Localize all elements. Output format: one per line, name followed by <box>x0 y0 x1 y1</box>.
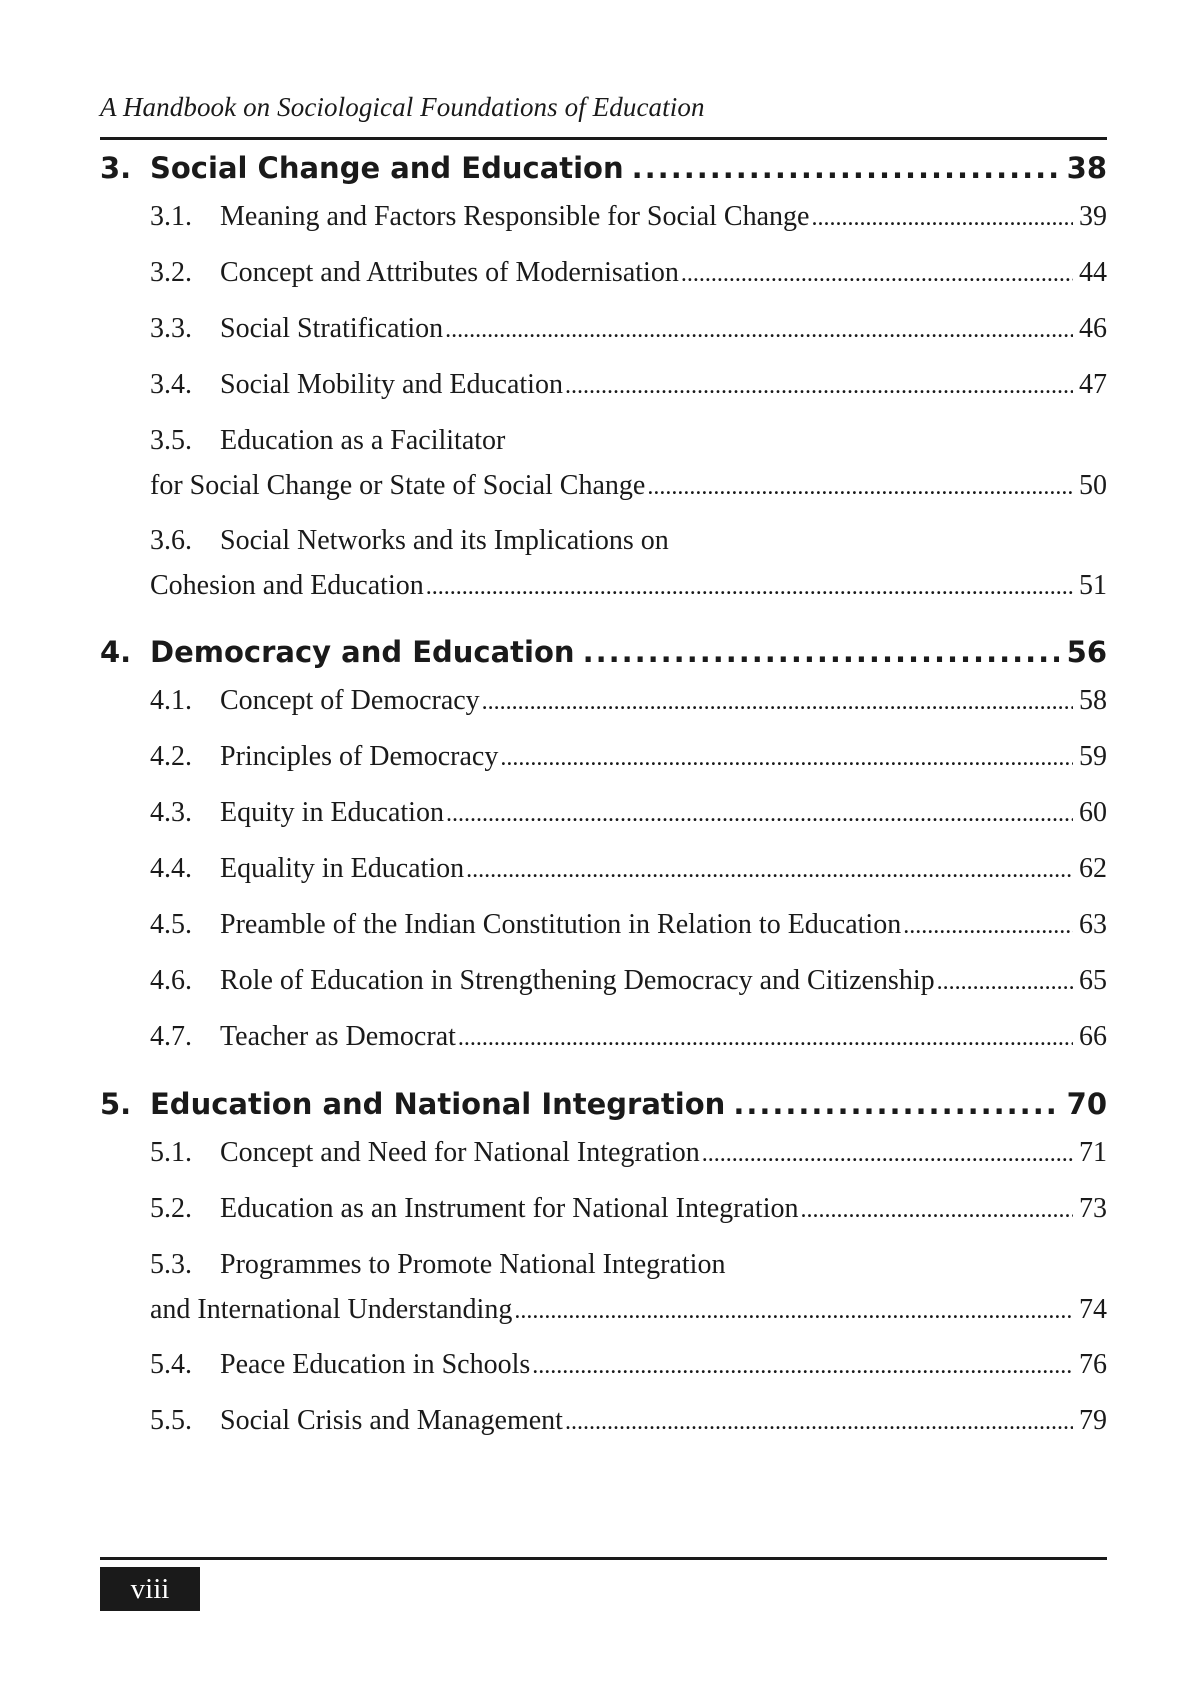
section-number: 3.3. <box>150 313 192 344</box>
chapter-number: 3. <box>100 151 132 185</box>
chapter-number: 5. <box>100 1087 132 1121</box>
section-page: 50 <box>1079 470 1107 501</box>
leader-dots <box>565 373 1073 400</box>
book-page <box>100 0 1107 1700</box>
section-title-continued: Cohesion and Education <box>150 570 424 601</box>
toc-section-5-2[interactable] <box>100 1193 1107 1249</box>
leader-dots <box>426 574 1073 601</box>
leader-dots <box>445 317 1073 344</box>
toc-section-3-3[interactable] <box>100 313 1107 369</box>
footer-rule <box>100 1557 1107 1560</box>
section-title: Social Stratification <box>220 313 444 344</box>
section-number: 4.7. <box>150 1021 192 1052</box>
toc-chapter-5[interactable] <box>100 1087 1107 1133</box>
section-number: 5.2. <box>150 1193 192 1224</box>
section-line-1 <box>150 425 1107 470</box>
table-of-contents <box>100 145 1107 1461</box>
leader-dots <box>446 801 1073 828</box>
leader-dots <box>811 205 1073 232</box>
chapter-title: Democracy and Education <box>150 635 575 669</box>
section-title: Equity in Education <box>220 797 444 828</box>
section-number: 4.4. <box>150 853 192 884</box>
leader-dots <box>583 635 1059 669</box>
toc-section-3-4[interactable] <box>100 369 1107 425</box>
leader-dots <box>733 1087 1058 1121</box>
leader-dots <box>702 1141 1073 1168</box>
leader-dots <box>466 857 1073 884</box>
section-number: 4.2. <box>150 741 192 772</box>
section-title: Concept and Attributes of Modernisation <box>220 257 679 288</box>
running-head: A Handbook on Sociological Foundations of Education <box>100 92 705 122</box>
leader-dots <box>482 689 1073 716</box>
section-line-2 <box>150 1294 1107 1339</box>
section-line-2 <box>150 470 1107 515</box>
leader-dots <box>500 745 1073 772</box>
section-title: Teacher as Democrat <box>220 1021 456 1052</box>
section-title: Meaning and Factors Responsible for Social Change <box>220 201 810 232</box>
section-title: Role of Education in Strengthening Democracy and Citizenship <box>220 965 935 996</box>
toc-section-5-4[interactable] <box>100 1349 1107 1405</box>
section-title: Preamble of the Indian Constitution in Relation to Education <box>220 909 902 940</box>
header-rule <box>100 137 1107 140</box>
section-title: Social Mobility and Education <box>220 369 563 400</box>
section-number: 5.1. <box>150 1137 192 1168</box>
section-page: 44 <box>1079 257 1107 288</box>
section-title: Concept of Democracy <box>220 685 480 716</box>
leader-dots <box>532 1353 1073 1380</box>
section-number: 3.5. <box>150 425 192 456</box>
leader-dots <box>800 1197 1073 1224</box>
section-number: 3.1. <box>150 201 192 232</box>
section-title: Concept and Need for National Integration <box>220 1137 700 1168</box>
toc-section-5-1[interactable] <box>100 1137 1107 1193</box>
toc-section-4-3[interactable] <box>100 797 1107 853</box>
section-line-1 <box>150 1249 1107 1294</box>
section-page: 58 <box>1079 685 1107 716</box>
section-page: 47 <box>1079 369 1107 400</box>
section-number: 4.1. <box>150 685 192 716</box>
toc-section-4-7[interactable] <box>100 1021 1107 1077</box>
section-page: 46 <box>1079 313 1107 344</box>
section-page: 63 <box>1079 909 1107 940</box>
section-title: Education as an Instrument for National Integration <box>220 1193 799 1224</box>
toc-section-5-5[interactable] <box>100 1405 1107 1461</box>
leader-dots <box>514 1298 1073 1325</box>
toc-chapter-3[interactable] <box>100 151 1107 197</box>
toc-section-3-5[interactable] <box>100 425 1107 525</box>
section-page: 76 <box>1079 1349 1107 1380</box>
toc-section-4-5[interactable] <box>100 909 1107 965</box>
section-title-continued: for Social Change or State of Social Change <box>150 470 646 501</box>
section-title: Principles of Democracy <box>220 741 499 772</box>
section-title: Programmes to Promote National Integration <box>220 1249 726 1280</box>
leader-dots <box>565 1409 1073 1436</box>
toc-section-4-4[interactable] <box>100 853 1107 909</box>
page-number-folio: viii <box>100 1567 200 1611</box>
section-line-1 <box>150 525 1107 570</box>
section-page: 73 <box>1079 1193 1107 1224</box>
section-page: 39 <box>1079 201 1107 232</box>
section-title: Social Crisis and Management <box>220 1405 563 1436</box>
section-line-2 <box>150 570 1107 615</box>
toc-section-3-1[interactable] <box>100 201 1107 257</box>
toc-section-3-6[interactable] <box>100 525 1107 625</box>
toc-section-5-3[interactable] <box>100 1249 1107 1349</box>
chapter-page: 56 <box>1066 635 1107 669</box>
toc-section-4-1[interactable] <box>100 685 1107 741</box>
section-number: 5.5. <box>150 1405 192 1436</box>
section-number: 5.4. <box>150 1349 192 1380</box>
toc-section-4-6[interactable] <box>100 965 1107 1021</box>
leader-dots <box>937 969 1073 996</box>
section-page: 79 <box>1079 1405 1107 1436</box>
leader-dots <box>681 261 1073 288</box>
section-number: 4.6. <box>150 965 192 996</box>
section-number: 3.2. <box>150 257 192 288</box>
section-title: Peace Education in Schools <box>220 1349 531 1380</box>
chapter-number: 4. <box>100 635 132 669</box>
toc-chapter-4[interactable] <box>100 635 1107 681</box>
section-page: 62 <box>1079 853 1107 884</box>
section-page: 51 <box>1079 570 1107 601</box>
section-page: 65 <box>1079 965 1107 996</box>
section-title-continued: and International Understanding <box>150 1294 513 1325</box>
section-number: 5.3. <box>150 1249 192 1280</box>
section-title: Education as a Facilitator <box>220 425 506 456</box>
chapter-title: Education and National Integration <box>150 1087 726 1121</box>
chapter-page: 70 <box>1066 1087 1107 1121</box>
section-page: 74 <box>1079 1294 1107 1325</box>
section-page: 71 <box>1079 1137 1107 1168</box>
chapter-page: 38 <box>1066 151 1107 185</box>
section-number: 4.5. <box>150 909 192 940</box>
section-title: Social Networks and its Implications on <box>220 525 669 556</box>
section-number: 3.6. <box>150 525 192 556</box>
section-page: 60 <box>1079 797 1107 828</box>
leader-dots <box>903 913 1073 940</box>
chapter-title: Social Change and Education <box>150 151 624 185</box>
toc-section-3-2[interactable] <box>100 257 1107 313</box>
section-number: 4.3. <box>150 797 192 828</box>
section-title: Equality in Education <box>220 853 465 884</box>
section-page: 66 <box>1079 1021 1107 1052</box>
leader-dots <box>647 474 1073 501</box>
leader-dots <box>458 1025 1073 1052</box>
section-number: 3.4. <box>150 369 192 400</box>
leader-dots <box>632 151 1059 185</box>
toc-section-4-2[interactable] <box>100 741 1107 797</box>
section-page: 59 <box>1079 741 1107 772</box>
